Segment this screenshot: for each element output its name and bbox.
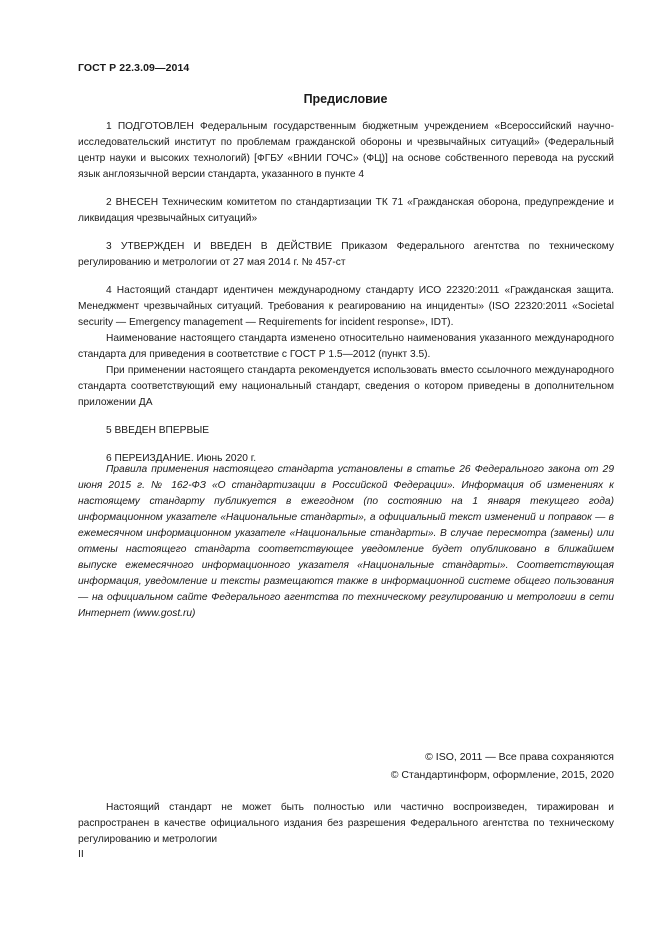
paragraph-1: 1 ПОДГОТОВЛЕН Федеральным государственным бюджетным учреждением «Всероссийский научно-исследовательский институт по проблемам гражданской обороны и чрезвычайных ситуаций» (Федеральный центр науки и высоких технологий) [ФГБУ «ВНИИ ГОЧС» (ФЦ)] на основе собственного перевода на русский язык англоязычной версии стандарта, указанного в пункте 4 [78, 121, 614, 180]
standard-code: ГОСТ Р 22.3.09—2014 [78, 62, 190, 74]
copyright-standartinform: © Стандартинформ, оформление, 2015, 2020 [390, 769, 614, 781]
paragraph-4: 4 Настоящий стандарт идентичен международному стандарту ИСО 22320:2011 «Гражданская защита. Менеджмент чрезвычайных ситуаций. Требования к реагированию на инциденты» (ISO 22320:2011 «Societal security — Emergency management — Requirements for incident response», IDT). [78, 285, 614, 328]
paragraph-3: 3 УТВЕРЖДЕН И ВВЕДЕН В ДЕЙСТВИЕ Приказом Федерального агентства по техническому регулированию и метрологии от 27 мая 2014 г. № 457-ст [78, 241, 614, 268]
paragraph-6: 6 ПЕРЕИЗДАНИЕ. Июнь 2020 г. [106, 453, 257, 464]
copyright-iso: © ISO, 2011 — Все права сохраняются [425, 751, 614, 763]
paragraph-5: 5 ВВЕДЕН ВПЕРВЫЕ [106, 425, 210, 436]
page-number: II [78, 848, 84, 860]
paragraph-4-application: При применении настоящего стандарта рекомендуется использовать вместо ссылочного международного стандарта соответствующий ему национальный стандарт, сведения о котором приведены в дополнительном приложении ДА [78, 365, 614, 408]
paragraph-2: 2 ВНЕСЕН Техническим комитетом по стандартизации ТК 71 «Гражданская оборона, предупреждение и ликвидация чрезвычайных ситуаций» [78, 197, 614, 224]
page-title: Предисловие [303, 92, 388, 106]
standard-usage-notice: Правила применения настоящего стандарта установлены в статье 26 Федерального закона от 29 июня 2015 г. № 162-ФЗ «О стандартизации в Российской Федерации». Информация об изменениях к настоящему стандарту публикуется в ежегодном (по состоянию на 1 января текущего года) информационном указателе «Национальные стандарты», а официальный текст изменений и поправок — в ежемесячном информационном указателе «Национальные стандарты». В случае пересмотра (замены) или отмены настоящего стандарта соответствующее уведомление будет опубликовано в ближайшем выпуске ежемесячного информационного указателя «Национальные стандарты». Соответствующая информация, уведомление и тексты размещаются также в информационной системе общего пользования — на официальном сайте Федерального агентства по техническому регулированию и метрологии в сети Интернет (www.gost.ru) [78, 464, 614, 619]
reprint-restriction-notice: Настоящий стандарт не может быть полностью или частично воспроизведен, тиражирован и распространен в качестве официального издания без разрешения Федерального агентства по техническому регулированию и метрологии [78, 802, 614, 845]
foreword-section [78, 119, 614, 467]
paragraph-4-naming: Наименование настоящего стандарта изменено относительно наименования указанного международного стандарта для приведения в соответствие с ГОСТ Р 1.5—2012 (пункт 3.5). [78, 333, 614, 360]
